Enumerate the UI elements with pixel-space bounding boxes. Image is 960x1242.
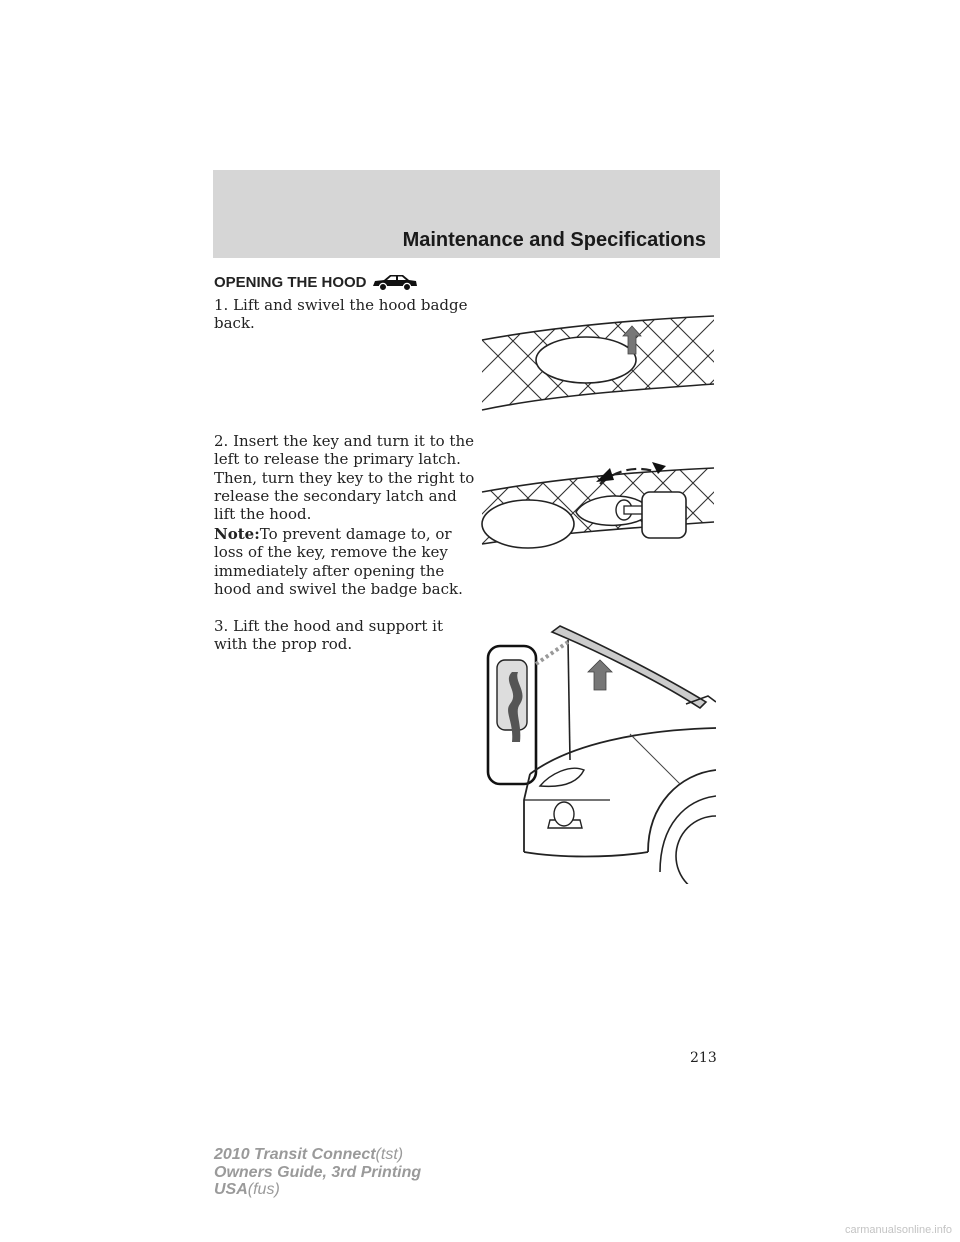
note-label: Note: bbox=[214, 525, 260, 543]
note-text: To prevent damage to, or loss of the key, remove the key immediately after opening the hood and swivel the badge back. bbox=[214, 525, 463, 598]
step-1-text: 1. Lift and swivel the hood badge back. bbox=[214, 296, 468, 333]
hood-prop-rod-illustration bbox=[480, 624, 716, 884]
watermark[interactable]: carmanualsonline.info bbox=[844, 1224, 952, 1236]
section-heading-text: OPENING THE HOOD bbox=[214, 273, 367, 291]
footer-line-1 bbox=[214, 1146, 421, 1164]
footer-model: 2010 Transit Connect bbox=[214, 1146, 376, 1163]
note-paragraph bbox=[214, 525, 476, 598]
footer-line-2: Owners Guide, 3rd Printing bbox=[214, 1163, 422, 1181]
section-header-band bbox=[213, 170, 720, 258]
hood-badge-illustration bbox=[478, 306, 718, 416]
step-2-text: 2. Insert the key and turn it to the left to release the primary latch. Then, turn they key to the right to release the secondary latch and lift the hood. bbox=[214, 432, 475, 524]
step-3-text: 3. Lift the hood and support it with the prop rod. bbox=[214, 617, 443, 654]
footer-market: USA bbox=[214, 1181, 248, 1198]
footer-line-3 bbox=[214, 1181, 421, 1199]
car-icon bbox=[371, 272, 419, 292]
footer-market-code: (fus) bbox=[247, 1181, 280, 1198]
page-number: 213 bbox=[690, 1050, 717, 1066]
header-title: Maintenance and Specifications bbox=[402, 229, 706, 251]
footer-model-code: (tst) bbox=[375, 1146, 404, 1163]
section-heading bbox=[214, 272, 419, 292]
key-latch-illustration bbox=[478, 448, 718, 566]
footer-imprint bbox=[214, 1146, 421, 1199]
